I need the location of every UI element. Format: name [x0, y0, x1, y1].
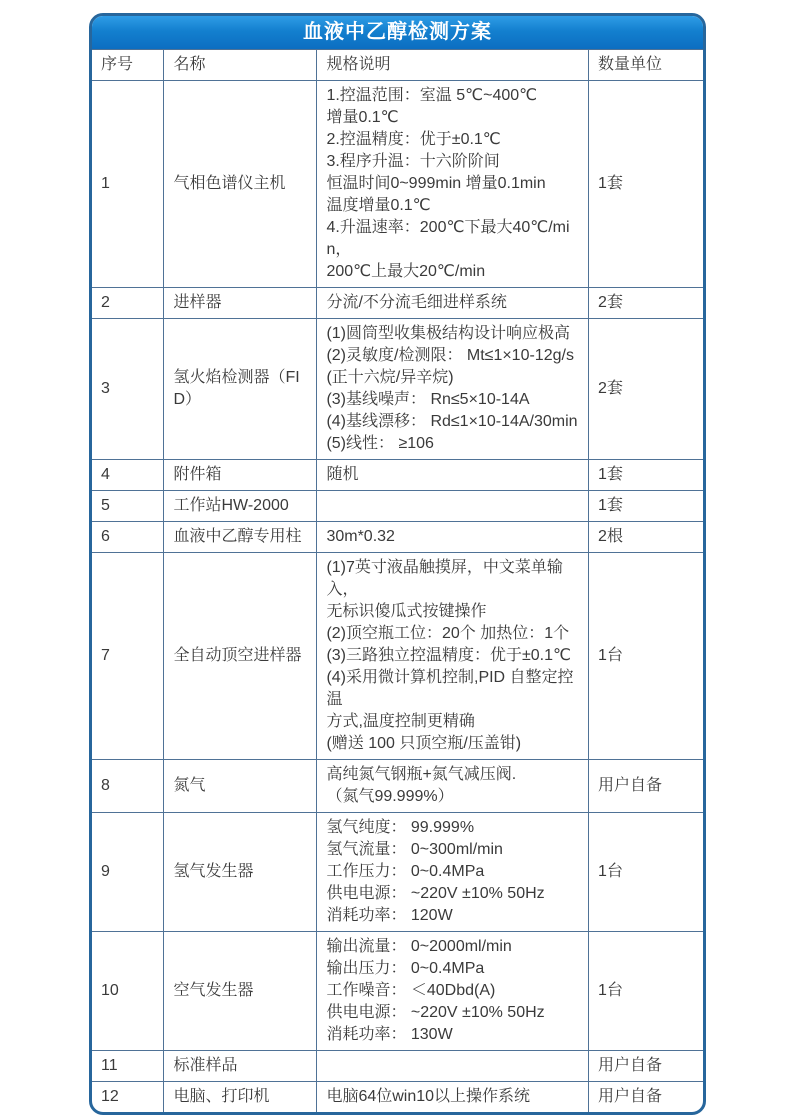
- item-quantity: 用户自备: [589, 760, 703, 813]
- spec-line: 氢气流量： 0~300ml/min: [326, 841, 503, 858]
- item-spec: [317, 813, 589, 932]
- item-name: 血液中乙醇专用柱: [164, 522, 317, 553]
- row-number: 11: [92, 1051, 164, 1082]
- spec-line: (4)基线漂移： Rd≤1×10-14A/30min: [326, 413, 578, 430]
- item-quantity: 1台: [589, 813, 703, 932]
- row-number: 4: [92, 460, 164, 491]
- table-row: [92, 760, 703, 813]
- table-row: [92, 1082, 703, 1113]
- item-spec: [317, 319, 589, 460]
- item-spec: [317, 522, 589, 553]
- column-header-qty: 数量单位: [589, 50, 703, 81]
- header-row: [92, 50, 703, 81]
- item-name: 氢火焰检测器（FID）: [164, 319, 317, 460]
- item-name: 工作站HW-2000: [164, 491, 317, 522]
- row-number: 10: [92, 932, 164, 1051]
- row-number: 6: [92, 522, 164, 553]
- spec-line: 温度增量0.1℃: [326, 197, 431, 214]
- spec-line: 200℃上最大20℃/min: [326, 263, 486, 280]
- row-number: 9: [92, 813, 164, 932]
- item-spec: [317, 491, 589, 522]
- spec-line: 氢气纯度： 99.999%: [326, 819, 475, 836]
- item-quantity: 1套: [589, 81, 703, 288]
- spec-line: (5)线性： ≥106: [326, 435, 434, 452]
- row-number: 1: [92, 81, 164, 288]
- item-name: 附件箱: [164, 460, 317, 491]
- spec-line: 恒温时间0~999min 增量0.1min: [326, 175, 546, 192]
- spec-sheet: [89, 13, 706, 1115]
- row-number: 12: [92, 1082, 164, 1113]
- item-name: 全自动顶空进样器: [164, 553, 317, 760]
- spec-line: 消耗功率： 130W: [326, 1026, 453, 1043]
- spec-line: (1)7英寸液晶触摸屏，中文菜单输入，: [326, 559, 563, 598]
- spec-line: 30m*0.32: [326, 528, 395, 545]
- row-number: 3: [92, 319, 164, 460]
- spec-line: 输出流量： 0~2000ml/min: [326, 938, 512, 955]
- column-header-name: 名称: [164, 50, 317, 81]
- table-row: [92, 522, 703, 553]
- spec-line: 电脑64位win10以上操作系统: [326, 1088, 531, 1105]
- item-spec: [317, 1051, 589, 1082]
- spec-line: 2.控温精度：优于±0.1℃: [326, 131, 501, 148]
- item-name: 电脑、打印机: [164, 1082, 317, 1113]
- item-name: 空气发生器: [164, 932, 317, 1051]
- spec-table: [92, 49, 703, 1112]
- table-row: [92, 81, 703, 288]
- spec-line: (正十六烷/异辛烷): [326, 369, 454, 386]
- spec-line: 方式,温度控制更精确: [326, 713, 475, 730]
- spec-line: 分流/不分流毛细进样系统: [326, 294, 507, 311]
- item-spec: [317, 932, 589, 1051]
- table-row: [92, 319, 703, 460]
- item-name: 氢气发生器: [164, 813, 317, 932]
- spec-line: (2)顶空瓶工位：20个 加热位：1个: [326, 625, 570, 642]
- item-quantity: 用户自备: [589, 1082, 703, 1113]
- spec-line: (3)三路独立控温精度：优于±0.1℃: [326, 647, 571, 664]
- row-number: 2: [92, 288, 164, 319]
- table-row: [92, 932, 703, 1051]
- table-body: [92, 81, 703, 1113]
- spec-line: 增量0.1℃: [326, 109, 399, 126]
- item-quantity: 2套: [589, 319, 703, 460]
- item-spec: [317, 460, 589, 491]
- item-name: 气相色谱仪主机: [164, 81, 317, 288]
- table-row: [92, 813, 703, 932]
- column-header-spec: 规格说明: [317, 50, 589, 81]
- spec-line: 供电电源： ~220V ±10% 50Hz: [326, 885, 545, 902]
- table-row: [92, 553, 703, 760]
- item-quantity: 1套: [589, 491, 703, 522]
- spec-line: 1.控温范围：室温 5℃~400℃: [326, 87, 538, 104]
- item-quantity: 2套: [589, 288, 703, 319]
- item-name: 进样器: [164, 288, 317, 319]
- row-number: 7: [92, 553, 164, 760]
- item-name: 氮气: [164, 760, 317, 813]
- spec-line: 工作噪音： ＜40Dbd(A): [326, 982, 496, 999]
- item-quantity: 1台: [589, 553, 703, 760]
- spec-line: 3.程序升温：十六阶阶间: [326, 153, 500, 170]
- item-quantity: 1套: [589, 460, 703, 491]
- table-row: [92, 288, 703, 319]
- spec-line: 供电电源： ~220V ±10% 50Hz: [326, 1004, 545, 1021]
- table-row: [92, 491, 703, 522]
- item-quantity: 2根: [589, 522, 703, 553]
- sheet-title: 血液中乙醇检测方案: [92, 16, 703, 49]
- row-number: 8: [92, 760, 164, 813]
- column-header-no: 序号: [92, 50, 164, 81]
- table-row: [92, 1051, 703, 1082]
- item-spec: [317, 1082, 589, 1113]
- spec-line: 随机: [326, 466, 359, 483]
- item-spec: [317, 288, 589, 319]
- spec-line: 无标识傻瓜式按键操作: [326, 603, 487, 620]
- spec-line: (赠送 100 只顶空瓶/压盖钳): [326, 735, 522, 752]
- item-quantity: 1台: [589, 932, 703, 1051]
- row-number: 5: [92, 491, 164, 522]
- spec-line: (1)圆筒型收集极结构设计响应极高: [326, 325, 570, 342]
- spec-line: (2)灵敏度/检测限： Mt≤1×10-12g/s: [326, 347, 574, 364]
- item-name: 标准样品: [164, 1051, 317, 1082]
- item-quantity: 用户自备: [589, 1051, 703, 1082]
- spec-line: 工作压力： 0~0.4MPa: [326, 863, 485, 880]
- spec-line: 4.升温速率：200℃下最大40℃/min，: [326, 219, 570, 258]
- spec-line: 高纯氮气钢瓶+氮气减压阀.: [326, 766, 517, 783]
- spec-line: (3)基线噪声： Rn≤5×10-14A: [326, 391, 530, 408]
- spec-line: 消耗功率： 120W: [326, 907, 453, 924]
- item-spec: [317, 81, 589, 288]
- spec-line: (4)采用微计算机控制,PID 自整定控温: [326, 669, 574, 708]
- item-spec: [317, 553, 589, 760]
- spec-line: 输出压力： 0~0.4MPa: [326, 960, 485, 977]
- item-spec: [317, 760, 589, 813]
- spec-line: （氮气99.999%）: [326, 788, 454, 805]
- table-row: [92, 460, 703, 491]
